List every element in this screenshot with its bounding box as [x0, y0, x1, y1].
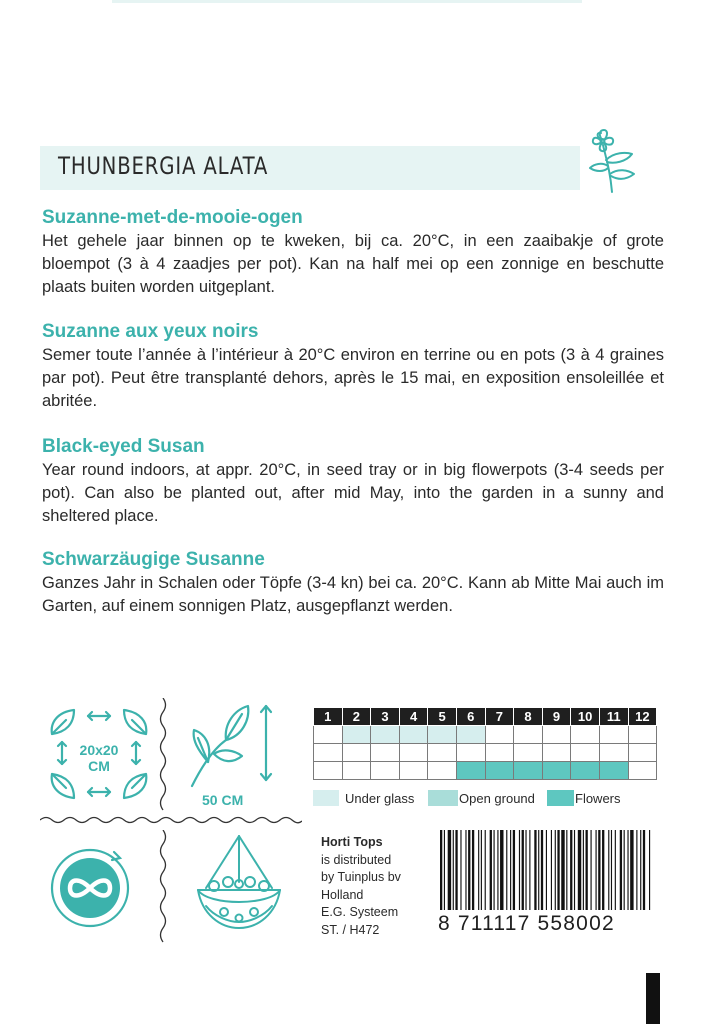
month-header: 1: [314, 708, 343, 726]
barcode-bar: [574, 830, 575, 910]
section-heading: Schwarzäugige Susanne: [42, 549, 265, 570]
calendar-cell: [514, 744, 543, 762]
calendar-cell: [342, 762, 371, 780]
legend-swatch-open-ground: [428, 790, 458, 806]
calendar-cell: [342, 744, 371, 762]
barcode-bar: [481, 830, 482, 910]
calendar-cell: [428, 762, 457, 780]
top-accent-line: [112, 0, 582, 3]
barcode-bar: [513, 830, 515, 910]
barcode-bar: [624, 830, 625, 910]
calendar-cell: [371, 726, 400, 744]
barcode-bar: [640, 830, 641, 910]
calendar-row-flowers: [314, 762, 657, 780]
calendar-cell: [599, 762, 628, 780]
brand-name: Horti Tops: [321, 835, 383, 849]
legend-open-ground: Open ground: [459, 791, 535, 806]
section-heading: Suzanne-met-de-mooie-ogen: [42, 207, 303, 228]
wavy-divider-vertical: [156, 698, 170, 812]
section-text: Semer toute l’année à l’intérieur à 20°C environ en terrine ou en pots (3 à 4 graines par pot). Peut être transplanté dehors, après le 15 mai, en exposition ensoleillée et abritée.: [42, 346, 664, 410]
spacing-unit: CM: [88, 758, 110, 774]
barcode-bar: [561, 830, 564, 910]
barcode-bar: [497, 830, 498, 910]
barcode-bar: [538, 830, 539, 910]
barcode-bar: [608, 830, 609, 910]
barcode-bar: [500, 830, 503, 910]
barcode-bar: [598, 830, 600, 910]
calendar-cell: [456, 744, 485, 762]
barcode-bar: [465, 830, 466, 910]
month-header: 5: [428, 708, 457, 726]
barcode-bar: [611, 830, 612, 910]
month-header: 12: [628, 708, 657, 726]
barcode-bar: [506, 830, 507, 910]
barcode-bar: [602, 830, 604, 910]
section-german: [42, 548, 664, 618]
calendar-cell: [571, 726, 600, 744]
calendar-cell: [628, 744, 657, 762]
barcode-bar: [455, 830, 457, 910]
distributor-line: E.G. Systeem: [321, 905, 399, 919]
section-text: Ganzes Jahr in Schalen oder Töpfe (3-4 kn) bei ca. 20°C. Kann ab Mitte Mai auch im Garten, auf einem sonnigen Platz, ausgepflanzt werden.: [42, 574, 664, 615]
barcode-bar: [478, 830, 479, 910]
barcode-bar: [472, 830, 474, 910]
section-heading: Suzanne aux yeux noirs: [42, 321, 259, 342]
sowing-calendar: [313, 707, 657, 780]
barcode-bar: [636, 830, 637, 910]
barcode-bar: [525, 830, 526, 910]
calendar-cell: [399, 762, 428, 780]
barcode-bar: [485, 830, 486, 910]
barcode-bar: [490, 830, 492, 910]
legend-swatch-flowers: [547, 790, 574, 806]
month-header: 6: [456, 708, 485, 726]
barcode-bar: [643, 830, 645, 910]
barcode-bar: [596, 830, 597, 910]
month-header: 9: [542, 708, 571, 726]
calendar-cell: [399, 744, 428, 762]
calendar-cell: [485, 726, 514, 744]
barcode-bar: [522, 830, 524, 910]
barcode-bar: [630, 830, 633, 910]
barcode-bar: [468, 830, 470, 910]
distributor-line: by Tuinplus bv: [321, 870, 401, 884]
calendar-cell: [628, 726, 657, 744]
calendar-cell: [428, 726, 457, 744]
flower-logo-icon: [580, 126, 646, 196]
barcode-bar: [627, 830, 628, 910]
barcode-bar: [583, 830, 584, 910]
calendar-cell: [514, 762, 543, 780]
calendar-cell: [599, 744, 628, 762]
month-header: 8: [514, 708, 543, 726]
barcode-bar: [541, 830, 543, 910]
month-header: 7: [485, 708, 514, 726]
calendar-cell: [514, 726, 543, 744]
calendar-cell: [371, 744, 400, 762]
month-header: 4: [399, 708, 428, 726]
section-text: Het gehele jaar binnen op te kweken, bij ca. 20°C, in een zaaibakje of grote bloempot (3 à 4 zaadjes per pot). Kan na half mei op een zonnige en beschutte plaats buiten worden uitgeplant.: [42, 232, 664, 296]
calendar-cell: [542, 726, 571, 744]
calendar-cell: [628, 762, 657, 780]
spacing-label: [66, 742, 132, 774]
legend-under-glass: Under glass: [345, 791, 415, 806]
month-header: 11: [599, 708, 628, 726]
calendar-cell: [542, 762, 571, 780]
barcode-bar: [529, 830, 530, 910]
height-label: 50 CM: [202, 792, 244, 808]
calendar-cell: [571, 744, 600, 762]
month-header: 3: [371, 708, 400, 726]
barcode-bar: [551, 830, 552, 910]
month-header: 2: [342, 708, 371, 726]
barcode-bar: [586, 830, 588, 910]
barcode-bar: [566, 830, 567, 910]
wavy-divider-vertical: [156, 830, 170, 950]
calendar-cell: [314, 744, 343, 762]
page-title: THUNBERGIA ALATA: [58, 152, 269, 180]
section-heading: Black-eyed Susan: [42, 436, 205, 457]
barcode-bar: [444, 830, 445, 910]
barcode-bar: [448, 830, 451, 910]
barcode-bar: [546, 830, 547, 910]
legend-swatch-under-glass: [313, 790, 339, 806]
calendar-cell: [314, 726, 343, 744]
edge-marker: [646, 973, 660, 1024]
distributor-line: ST. / H472: [321, 922, 380, 937]
title-banner: [40, 146, 580, 190]
barcode-bar: [460, 830, 461, 910]
plant-height-icon: [186, 700, 286, 790]
calendar-cell: [399, 726, 428, 744]
barcode-bar: [557, 830, 559, 910]
calendar-cell: [485, 744, 514, 762]
barcode: [438, 830, 652, 918]
barcode-bar: [510, 830, 511, 910]
calendar-cell: [342, 726, 371, 744]
wavy-divider-horizontal: [40, 814, 302, 826]
calendar-cell: [371, 762, 400, 780]
calendar-cell: [428, 744, 457, 762]
barcode-bar: [620, 830, 622, 910]
spacing-value: 20x20: [79, 742, 119, 758]
barcode-bar: [591, 830, 592, 910]
month-header: 10: [571, 708, 600, 726]
distributor-line: is distributed: [321, 852, 392, 867]
section-english: [42, 435, 664, 528]
barcode-bar: [519, 830, 520, 910]
calendar-cell: [542, 744, 571, 762]
distributor-line: Holland: [321, 887, 364, 902]
barcode-bar: [534, 830, 536, 910]
barcode-bar: [578, 830, 581, 910]
barcode-number: 8 711117 558002: [438, 912, 615, 935]
calendar-cell: [599, 726, 628, 744]
barcode-bar: [494, 830, 495, 910]
calendar-cell: [571, 762, 600, 780]
section-french: [42, 320, 664, 413]
barcode-bar: [440, 830, 442, 910]
calendar-cell: [485, 762, 514, 780]
section-text: Year round indoors, at appr. 20°C, in seed tray or in big flowerpots (3-4 seeds per pot). Can also be planted out, after mid May, into the garden in a sunny and sheltered place.: [42, 461, 664, 525]
barcode-bar: [615, 830, 616, 910]
distributor-info: [321, 834, 401, 939]
barcode-bar: [453, 830, 454, 910]
barcode-bar: [570, 830, 572, 910]
calendar-row-open-ground: [314, 744, 657, 762]
calendar-cell: [314, 762, 343, 780]
hanging-basket-icon: [184, 832, 294, 940]
barcode-bar: [649, 830, 650, 910]
legend-flowers: Flowers: [575, 791, 621, 806]
perennial-infinity-icon: [44, 838, 140, 934]
calendar-cell: [456, 726, 485, 744]
section-dutch: [42, 206, 664, 299]
calendar-row-under-glass: [314, 726, 657, 744]
barcode-bar: [555, 830, 556, 910]
calendar-cell: [456, 762, 485, 780]
